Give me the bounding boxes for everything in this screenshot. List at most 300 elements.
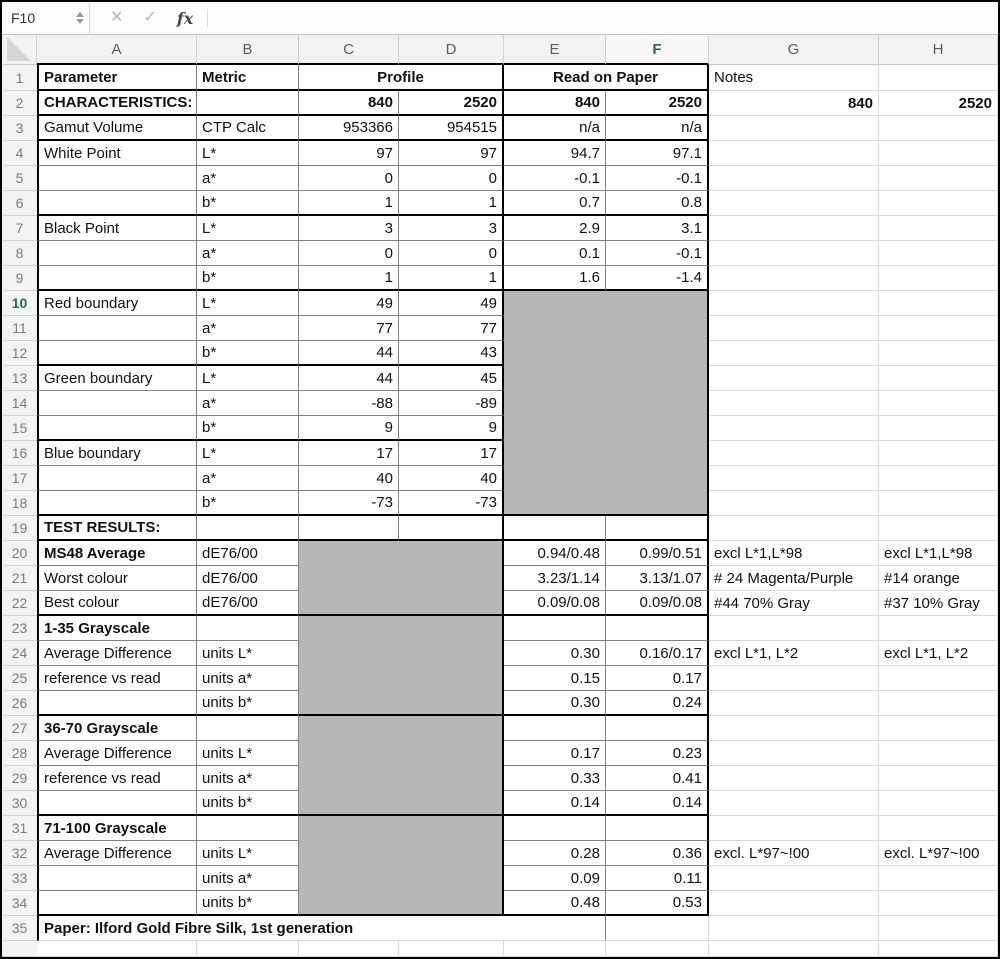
cell-B26[interactable]: units b*	[197, 691, 299, 716]
cell-H22[interactable]: #37 10% Gray	[879, 591, 998, 616]
cell-C4[interactable]: 97	[299, 141, 399, 166]
cell-F34[interactable]: 0.53	[606, 891, 709, 916]
row-header-34[interactable]: 34	[2, 891, 37, 916]
cell-A32[interactable]: Average Difference	[37, 841, 197, 866]
cell-F26[interactable]: 0.24	[606, 691, 709, 716]
cell-C30[interactable]	[299, 791, 399, 816]
cell-A4[interactable]: White Point	[37, 141, 197, 166]
cell-B25[interactable]: units a*	[197, 666, 299, 691]
cell-H20[interactable]: excl L*1,L*98	[879, 541, 998, 566]
column-header-D[interactable]: D	[399, 35, 504, 65]
cell-A10[interactable]: Red boundary	[37, 291, 197, 316]
cell-G36[interactable]	[709, 941, 879, 957]
cell-D23[interactable]	[399, 616, 504, 641]
row-header-32[interactable]: 32	[2, 841, 37, 866]
cell-E14[interactable]	[504, 391, 606, 416]
cell-D7[interactable]: 3	[399, 216, 504, 241]
cell-H15[interactable]	[879, 416, 998, 441]
cell-G16[interactable]	[709, 441, 879, 466]
cell-A19[interactable]: TEST RESULTS:	[37, 516, 197, 541]
cell-F35[interactable]	[606, 916, 709, 941]
cell-E25[interactable]: 0.15	[504, 666, 606, 691]
cell-F4[interactable]: 97.1	[606, 141, 709, 166]
cell-D2[interactable]: 2520	[399, 91, 504, 116]
cell-C7[interactable]: 3	[299, 216, 399, 241]
cell-E2[interactable]: 840	[504, 91, 606, 116]
column-header-A[interactable]: A	[37, 35, 197, 65]
row-header-11[interactable]: 11	[2, 316, 37, 341]
cell-H31[interactable]	[879, 816, 998, 841]
row-header-29[interactable]: 29	[2, 766, 37, 791]
cell-A18[interactable]	[37, 491, 197, 516]
row-header-19[interactable]: 19	[2, 516, 37, 541]
row-header-26[interactable]: 26	[2, 691, 37, 716]
cell-F17[interactable]	[606, 466, 709, 491]
cell-C14[interactable]: -88	[299, 391, 399, 416]
cell-G26[interactable]	[709, 691, 879, 716]
cell-D13[interactable]: 45	[399, 366, 504, 391]
cell-G8[interactable]	[709, 241, 879, 266]
cell-D29[interactable]	[399, 766, 504, 791]
cell-D28[interactable]	[399, 741, 504, 766]
cell-A6[interactable]	[37, 191, 197, 216]
cell-C2[interactable]: 840	[299, 91, 399, 116]
cell-H16[interactable]	[879, 441, 998, 466]
cell-A31[interactable]: 71-100 Grayscale	[37, 816, 197, 841]
cell-C13[interactable]: 44	[299, 366, 399, 391]
name-box-spinner[interactable]	[76, 2, 84, 34]
row-header-18[interactable]: 18	[2, 491, 37, 516]
cell-D27[interactable]	[399, 716, 504, 741]
cell-C18[interactable]: -73	[299, 491, 399, 516]
cell-G19[interactable]	[709, 516, 879, 541]
cell-F12[interactable]	[606, 341, 709, 366]
cell-E10[interactable]	[504, 291, 606, 316]
cell-H18[interactable]	[879, 491, 998, 516]
cell-E23[interactable]	[504, 616, 606, 641]
cell-D26[interactable]	[399, 691, 504, 716]
cell-F22[interactable]: 0.09/0.08	[606, 591, 709, 616]
cell-D10[interactable]: 49	[399, 291, 504, 316]
cell-E34[interactable]: 0.48	[504, 891, 606, 916]
row-header-33[interactable]: 33	[2, 866, 37, 891]
cell-E5[interactable]: -0.1	[504, 166, 606, 191]
cell-D19[interactable]	[399, 516, 504, 541]
cell-D33[interactable]	[399, 866, 504, 891]
cell-H32[interactable]: excl. L*97~!00	[879, 841, 998, 866]
cell-E26[interactable]: 0.30	[504, 691, 606, 716]
cell-H8[interactable]	[879, 241, 998, 266]
cell-D32[interactable]	[399, 841, 504, 866]
cell-B34[interactable]: units b*	[197, 891, 299, 916]
cell-F20[interactable]: 0.99/0.51	[606, 541, 709, 566]
cell-G11[interactable]	[709, 316, 879, 341]
row-header-10[interactable]: 10	[2, 291, 37, 316]
cell-E15[interactable]	[504, 416, 606, 441]
cell-F32[interactable]: 0.36	[606, 841, 709, 866]
cell-B1[interactable]: Metric	[197, 65, 299, 91]
cell-G17[interactable]	[709, 466, 879, 491]
cell-C20[interactable]	[299, 541, 399, 566]
cell-A34[interactable]	[37, 891, 197, 916]
cell-F18[interactable]	[606, 491, 709, 516]
cell-H21[interactable]: #14 orange	[879, 566, 998, 591]
row-header-5[interactable]: 5	[2, 166, 37, 191]
cell-G12[interactable]	[709, 341, 879, 366]
cell-E9[interactable]: 1.6	[504, 266, 606, 291]
cell-D31[interactable]	[399, 816, 504, 841]
cell-B21[interactable]: dE76/00	[197, 566, 299, 591]
cell-A17[interactable]	[37, 466, 197, 491]
cell-E20[interactable]: 0.94/0.48	[504, 541, 606, 566]
row-header-30[interactable]: 30	[2, 791, 37, 816]
cell-F8[interactable]: -0.1	[606, 241, 709, 266]
row-header-22[interactable]: 22	[2, 591, 37, 616]
cell-B2[interactable]	[197, 91, 299, 116]
cell-B27[interactable]	[197, 716, 299, 741]
cell-D5[interactable]: 0	[399, 166, 504, 191]
cell-C5[interactable]: 0	[299, 166, 399, 191]
cell-E29[interactable]: 0.33	[504, 766, 606, 791]
spinner-up-icon[interactable]	[76, 12, 84, 17]
row-header-16[interactable]: 16	[2, 441, 37, 466]
cell-B24[interactable]: units L*	[197, 641, 299, 666]
row-header-17[interactable]: 17	[2, 466, 37, 491]
row-header-27[interactable]: 27	[2, 716, 37, 741]
cell-F10[interactable]	[606, 291, 709, 316]
cell-C24[interactable]	[299, 641, 399, 666]
cell-A16[interactable]: Blue boundary	[37, 441, 197, 466]
row-header-12[interactable]: 12	[2, 341, 37, 366]
cell-D21[interactable]	[399, 566, 504, 591]
formula-input[interactable]	[208, 2, 998, 34]
cell-B9[interactable]: b*	[197, 266, 299, 291]
cell-G5[interactable]	[709, 166, 879, 191]
cell-E33[interactable]: 0.09	[504, 866, 606, 891]
cell-H35[interactable]	[879, 916, 998, 941]
cell-A9[interactable]	[37, 266, 197, 291]
cell-D36[interactable]	[399, 941, 504, 957]
cell-G33[interactable]	[709, 866, 879, 891]
cell-F27[interactable]	[606, 716, 709, 741]
cell-G10[interactable]	[709, 291, 879, 316]
cell-G18[interactable]	[709, 491, 879, 516]
cell-E18[interactable]	[504, 491, 606, 516]
cell-F30[interactable]: 0.14	[606, 791, 709, 816]
cell-C17[interactable]: 40	[299, 466, 399, 491]
cell-C8[interactable]: 0	[299, 241, 399, 266]
cell-F3[interactable]: n/a	[606, 116, 709, 141]
cell-G30[interactable]	[709, 791, 879, 816]
cell-G32[interactable]: excl. L*97~!00	[709, 841, 879, 866]
cell-D6[interactable]: 1	[399, 191, 504, 216]
cell-C21[interactable]	[299, 566, 399, 591]
cell-A36[interactable]	[37, 941, 197, 957]
cell-B8[interactable]: a*	[197, 241, 299, 266]
column-header-F[interactable]: F	[606, 35, 709, 65]
row-header-20[interactable]: 20	[2, 541, 37, 566]
row-header-24[interactable]: 24	[2, 641, 37, 666]
insert-function-icon[interactable]: fx	[176, 8, 194, 28]
cell-D9[interactable]: 1	[399, 266, 504, 291]
cell-B22[interactable]: dE76/00	[197, 591, 299, 616]
cell-H34[interactable]	[879, 891, 998, 916]
cell-H12[interactable]	[879, 341, 998, 366]
cell-G4[interactable]	[709, 141, 879, 166]
cell-G25[interactable]	[709, 666, 879, 691]
cell-H5[interactable]	[879, 166, 998, 191]
cell-E32[interactable]: 0.28	[504, 841, 606, 866]
cell-H27[interactable]	[879, 716, 998, 741]
cell-F24[interactable]: 0.16/0.17	[606, 641, 709, 666]
cell-F25[interactable]: 0.17	[606, 666, 709, 691]
cell-E21[interactable]: 3.23/1.14	[504, 566, 606, 591]
cell-B36[interactable]	[197, 941, 299, 957]
cell-B4[interactable]: L*	[197, 141, 299, 166]
cell-H28[interactable]	[879, 741, 998, 766]
cell-H13[interactable]	[879, 366, 998, 391]
cell-A8[interactable]	[37, 241, 197, 266]
column-header-B[interactable]: B	[197, 35, 299, 65]
cell-H23[interactable]	[879, 616, 998, 641]
cell-F7[interactable]: 3.1	[606, 216, 709, 241]
cell-A2[interactable]: CHARACTERISTICS:	[37, 91, 197, 116]
cell-A26[interactable]	[37, 691, 197, 716]
cell-E28[interactable]: 0.17	[504, 741, 606, 766]
cell-H14[interactable]	[879, 391, 998, 416]
cell-B18[interactable]: b*	[197, 491, 299, 516]
cell-B15[interactable]: b*	[197, 416, 299, 441]
cell-A20[interactable]: MS48 Average	[37, 541, 197, 566]
cell-A27[interactable]: 36-70 Grayscale	[37, 716, 197, 741]
column-header-C[interactable]: C	[299, 35, 399, 65]
cell-C33[interactable]	[299, 866, 399, 891]
cell-H3[interactable]	[879, 116, 998, 141]
cell-A28[interactable]: Average Difference	[37, 741, 197, 766]
cell-G21[interactable]: # 24 Magenta/Purple	[709, 566, 879, 591]
cell-G34[interactable]	[709, 891, 879, 916]
cell-C15[interactable]: 9	[299, 416, 399, 441]
cell-G1[interactable]: Notes	[709, 65, 879, 91]
cell-F23[interactable]	[606, 616, 709, 641]
cell-G35[interactable]	[709, 916, 879, 941]
cell-D15[interactable]: 9	[399, 416, 504, 441]
row-header-7[interactable]: 7	[2, 216, 37, 241]
cell-H17[interactable]	[879, 466, 998, 491]
cell-C25[interactable]	[299, 666, 399, 691]
cell-F31[interactable]	[606, 816, 709, 841]
cell-F36[interactable]	[606, 941, 709, 957]
cell-A3[interactable]: Gamut Volume	[37, 116, 197, 141]
row-header-35[interactable]: 35	[2, 916, 37, 941]
row-header-4[interactable]: 4	[2, 141, 37, 166]
cell-B16[interactable]: L*	[197, 441, 299, 466]
cell-H6[interactable]	[879, 191, 998, 216]
cell-G3[interactable]	[709, 116, 879, 141]
cell-A33[interactable]	[37, 866, 197, 891]
cell-D22[interactable]	[399, 591, 504, 616]
cell-B19[interactable]	[197, 516, 299, 541]
row-header-28[interactable]: 28	[2, 741, 37, 766]
cell-B10[interactable]: L*	[197, 291, 299, 316]
cell-E16[interactable]	[504, 441, 606, 466]
cell-C36[interactable]	[299, 941, 399, 957]
cell-D17[interactable]: 40	[399, 466, 504, 491]
cell-C11[interactable]: 77	[299, 316, 399, 341]
cell-E31[interactable]	[504, 816, 606, 841]
cell-E8[interactable]: 0.1	[504, 241, 606, 266]
cell-B32[interactable]: units L*	[197, 841, 299, 866]
cell-H33[interactable]	[879, 866, 998, 891]
row-header-9[interactable]: 9	[2, 266, 37, 291]
row-header-14[interactable]: 14	[2, 391, 37, 416]
cell-E12[interactable]	[504, 341, 606, 366]
cell-A25[interactable]: reference vs read	[37, 666, 197, 691]
cell-D20[interactable]	[399, 541, 504, 566]
cell-E13[interactable]	[504, 366, 606, 391]
cell-A13[interactable]: Green boundary	[37, 366, 197, 391]
row-header-15[interactable]: 15	[2, 416, 37, 441]
cell-H36[interactable]	[879, 941, 998, 957]
cell-D25[interactable]	[399, 666, 504, 691]
cell-F28[interactable]: 0.23	[606, 741, 709, 766]
cell-D14[interactable]: -89	[399, 391, 504, 416]
cell-A29[interactable]: reference vs read	[37, 766, 197, 791]
row-header-6[interactable]: 6	[2, 191, 37, 216]
cell-A7[interactable]: Black Point	[37, 216, 197, 241]
cell-H11[interactable]	[879, 316, 998, 341]
cell-G20[interactable]: excl L*1,L*98	[709, 541, 879, 566]
cell-D4[interactable]: 97	[399, 141, 504, 166]
cell-A14[interactable]	[37, 391, 197, 416]
cell-G14[interactable]	[709, 391, 879, 416]
cell-G31[interactable]	[709, 816, 879, 841]
cell-B30[interactable]: units b*	[197, 791, 299, 816]
cell-G15[interactable]	[709, 416, 879, 441]
cell-E7[interactable]: 2.9	[504, 216, 606, 241]
row-header-36[interactable]	[2, 941, 37, 957]
cell-B23[interactable]	[197, 616, 299, 641]
cancel-icon[interactable]: ✕	[110, 9, 124, 26]
row-header-3[interactable]: 3	[2, 116, 37, 141]
cell-G22[interactable]: #44 70% Gray	[709, 591, 879, 616]
cell-D8[interactable]: 0	[399, 241, 504, 266]
cell-C1-D1[interactable]: Profile	[299, 65, 504, 91]
cell-F15[interactable]	[606, 416, 709, 441]
cell-A5[interactable]	[37, 166, 197, 191]
cell-H9[interactable]	[879, 266, 998, 291]
cell-A12[interactable]	[37, 341, 197, 366]
cell-F13[interactable]	[606, 366, 709, 391]
name-box[interactable]	[2, 2, 90, 34]
cell-B31[interactable]	[197, 816, 299, 841]
cell-E1-F1[interactable]: Read on Paper	[504, 65, 709, 91]
cell-E11[interactable]	[504, 316, 606, 341]
row-header-21[interactable]: 21	[2, 566, 37, 591]
cell-E22[interactable]: 0.09/0.08	[504, 591, 606, 616]
cell-B17[interactable]: a*	[197, 466, 299, 491]
cell-D3[interactable]: 954515	[399, 116, 504, 141]
select-all-corner[interactable]	[2, 35, 37, 65]
cell-D30[interactable]	[399, 791, 504, 816]
row-header-23[interactable]: 23	[2, 616, 37, 641]
cell-F9[interactable]: -1.4	[606, 266, 709, 291]
cell-B12[interactable]: b*	[197, 341, 299, 366]
cell-C29[interactable]	[299, 766, 399, 791]
cell-G24[interactable]: excl L*1, L*2	[709, 641, 879, 666]
cell-B13[interactable]: L*	[197, 366, 299, 391]
cell-C3[interactable]: 953366	[299, 116, 399, 141]
cell-B7[interactable]: L*	[197, 216, 299, 241]
cell-E4[interactable]: 94.7	[504, 141, 606, 166]
confirm-icon[interactable]: ✓	[143, 9, 157, 26]
cell-H26[interactable]	[879, 691, 998, 716]
cell-E19[interactable]	[504, 516, 606, 541]
cell-E27[interactable]	[504, 716, 606, 741]
cell-F14[interactable]	[606, 391, 709, 416]
cell-D18[interactable]: -73	[399, 491, 504, 516]
cell-C22[interactable]	[299, 591, 399, 616]
cell-H2[interactable]: 2520	[879, 91, 998, 116]
cell-H30[interactable]	[879, 791, 998, 816]
cell-H29[interactable]	[879, 766, 998, 791]
row-header-8[interactable]: 8	[2, 241, 37, 266]
cell-H25[interactable]	[879, 666, 998, 691]
cell-H19[interactable]	[879, 516, 998, 541]
cell-C23[interactable]	[299, 616, 399, 641]
cell-F19[interactable]	[606, 516, 709, 541]
cell-F2[interactable]: 2520	[606, 91, 709, 116]
cell-E24[interactable]: 0.30	[504, 641, 606, 666]
cell-C26[interactable]	[299, 691, 399, 716]
cell-E6[interactable]: 0.7	[504, 191, 606, 216]
cell-C16[interactable]: 17	[299, 441, 399, 466]
cell-F6[interactable]: 0.8	[606, 191, 709, 216]
cell-F21[interactable]: 3.13/1.07	[606, 566, 709, 591]
cell-B33[interactable]: units a*	[197, 866, 299, 891]
cell-C19[interactable]	[299, 516, 399, 541]
column-header-H[interactable]: H	[879, 35, 998, 65]
cell-C9[interactable]: 1	[299, 266, 399, 291]
cell-F11[interactable]	[606, 316, 709, 341]
cell-H7[interactable]	[879, 216, 998, 241]
cell-D12[interactable]: 43	[399, 341, 504, 366]
cell-A30[interactable]	[37, 791, 197, 816]
cell-G9[interactable]	[709, 266, 879, 291]
cell-F5[interactable]: -0.1	[606, 166, 709, 191]
cell-H10[interactable]	[879, 291, 998, 316]
cell-E30[interactable]: 0.14	[504, 791, 606, 816]
cell-G7[interactable]	[709, 216, 879, 241]
cell-B11[interactable]: a*	[197, 316, 299, 341]
cell-F29[interactable]: 0.41	[606, 766, 709, 791]
cell-B3[interactable]: CTP Calc	[197, 116, 299, 141]
cell-C32[interactable]	[299, 841, 399, 866]
row-header-13[interactable]: 13	[2, 366, 37, 391]
cell-A21[interactable]: Worst colour	[37, 566, 197, 591]
cell-A1[interactable]: Parameter	[37, 65, 197, 91]
cell-A35[interactable]: Paper: Ilford Gold Fibre Silk, 1st generation	[37, 916, 606, 941]
cell-B20[interactable]: dE76/00	[197, 541, 299, 566]
cell-B5[interactable]: a*	[197, 166, 299, 191]
cell-B14[interactable]: a*	[197, 391, 299, 416]
row-header-25[interactable]: 25	[2, 666, 37, 691]
row-header-2[interactable]: 2	[2, 91, 37, 116]
cell-H4[interactable]	[879, 141, 998, 166]
cell-C34[interactable]	[299, 891, 399, 916]
cell-C12[interactable]: 44	[299, 341, 399, 366]
cell-G28[interactable]	[709, 741, 879, 766]
